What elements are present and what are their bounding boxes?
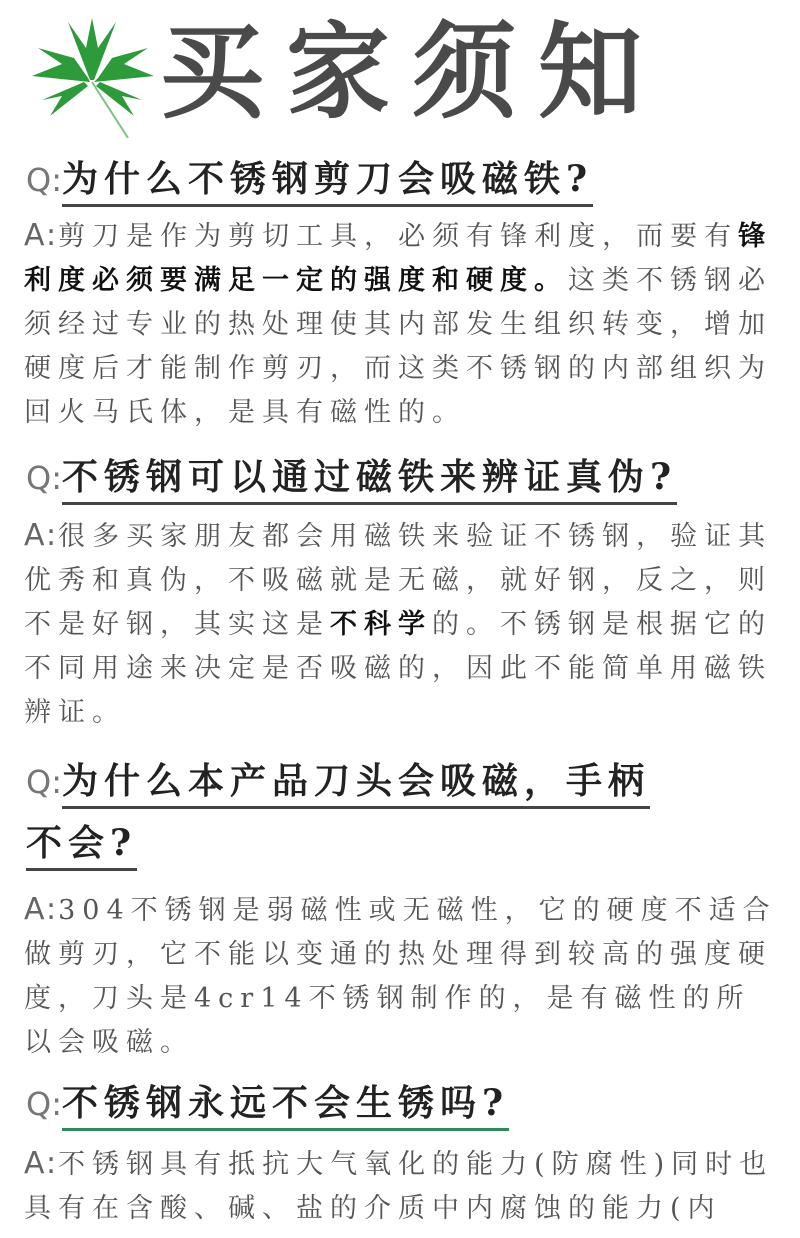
- a-mark: A:: [24, 892, 59, 927]
- question-3-line-2: [26, 820, 137, 867]
- question-text: 为什么不锈钢剪刀会吸磁铁?: [62, 158, 593, 207]
- answer-highlight: 锋利度必须要满足一定的强度和硬度。: [24, 221, 773, 296]
- q-mark: Q:: [26, 161, 62, 199]
- answer-text: 304不锈钢是弱磁性或无磁性，它的硬度不适合做剪刃，它不能以变通的热处理得到较高的强度硬度，刀头是4cr14不锈钢制作的，是有磁性的所以会吸磁。: [24, 895, 777, 1058]
- answer-1: [24, 214, 784, 435]
- a-mark: A:: [24, 1146, 59, 1181]
- question-1: [26, 156, 593, 203]
- question-text-line-2: 不会?: [26, 822, 137, 871]
- answer-text: 很多买家朋友都会用磁铁来验证不锈钢，验证其优秀和真伪，不吸磁就是无磁，就好钢，反之，则不是好钢，其实这是: [24, 521, 773, 640]
- answer-text: 剪刀是作为剪切工具，必须有锋利度，而要有: [58, 221, 739, 252]
- question-4: [26, 1080, 509, 1127]
- question-text: 为什么本产品刀头会吸磁，手柄: [62, 760, 650, 809]
- answer-text-continued: 的。不锈钢是根据它的不同用途来决定是否吸磁的，因此不能简单用磁铁辨证。: [24, 609, 772, 728]
- a-mark: A:: [24, 218, 59, 253]
- answer-3: [24, 888, 784, 1065]
- answer-2: [24, 514, 784, 735]
- q-mark: Q:: [26, 459, 62, 497]
- question-2: [26, 454, 677, 501]
- answer-highlight: 不科学: [330, 609, 432, 640]
- q-mark: Q:: [26, 763, 62, 801]
- q-mark: Q:: [26, 1085, 62, 1123]
- page-title: 买家须知: [160, 11, 665, 133]
- leaf-icon: [28, 18, 158, 138]
- question-text: 不锈钢可以通过磁铁来辨证真伪?: [62, 456, 677, 505]
- answer-text: 不锈钢具有抵抗大气氧化的能力(防腐性)同时也具有在含酸、碱、盐的介质中内腐蚀的能力(内: [24, 1149, 774, 1224]
- a-mark: A:: [24, 518, 59, 553]
- question-text: 不锈钢永远不会生锈吗?: [62, 1082, 509, 1131]
- answer-4: [24, 1142, 784, 1231]
- header: [0, 0, 800, 150]
- question-3: [26, 758, 650, 805]
- answer-text-continued: 这类不锈钢必须经过专业的热处理使其内部发生组织转变，增加硬度后才能制作剪刃，而这类不锈钢的内部组织为回火马氏体，是具有磁性的。: [24, 265, 772, 428]
